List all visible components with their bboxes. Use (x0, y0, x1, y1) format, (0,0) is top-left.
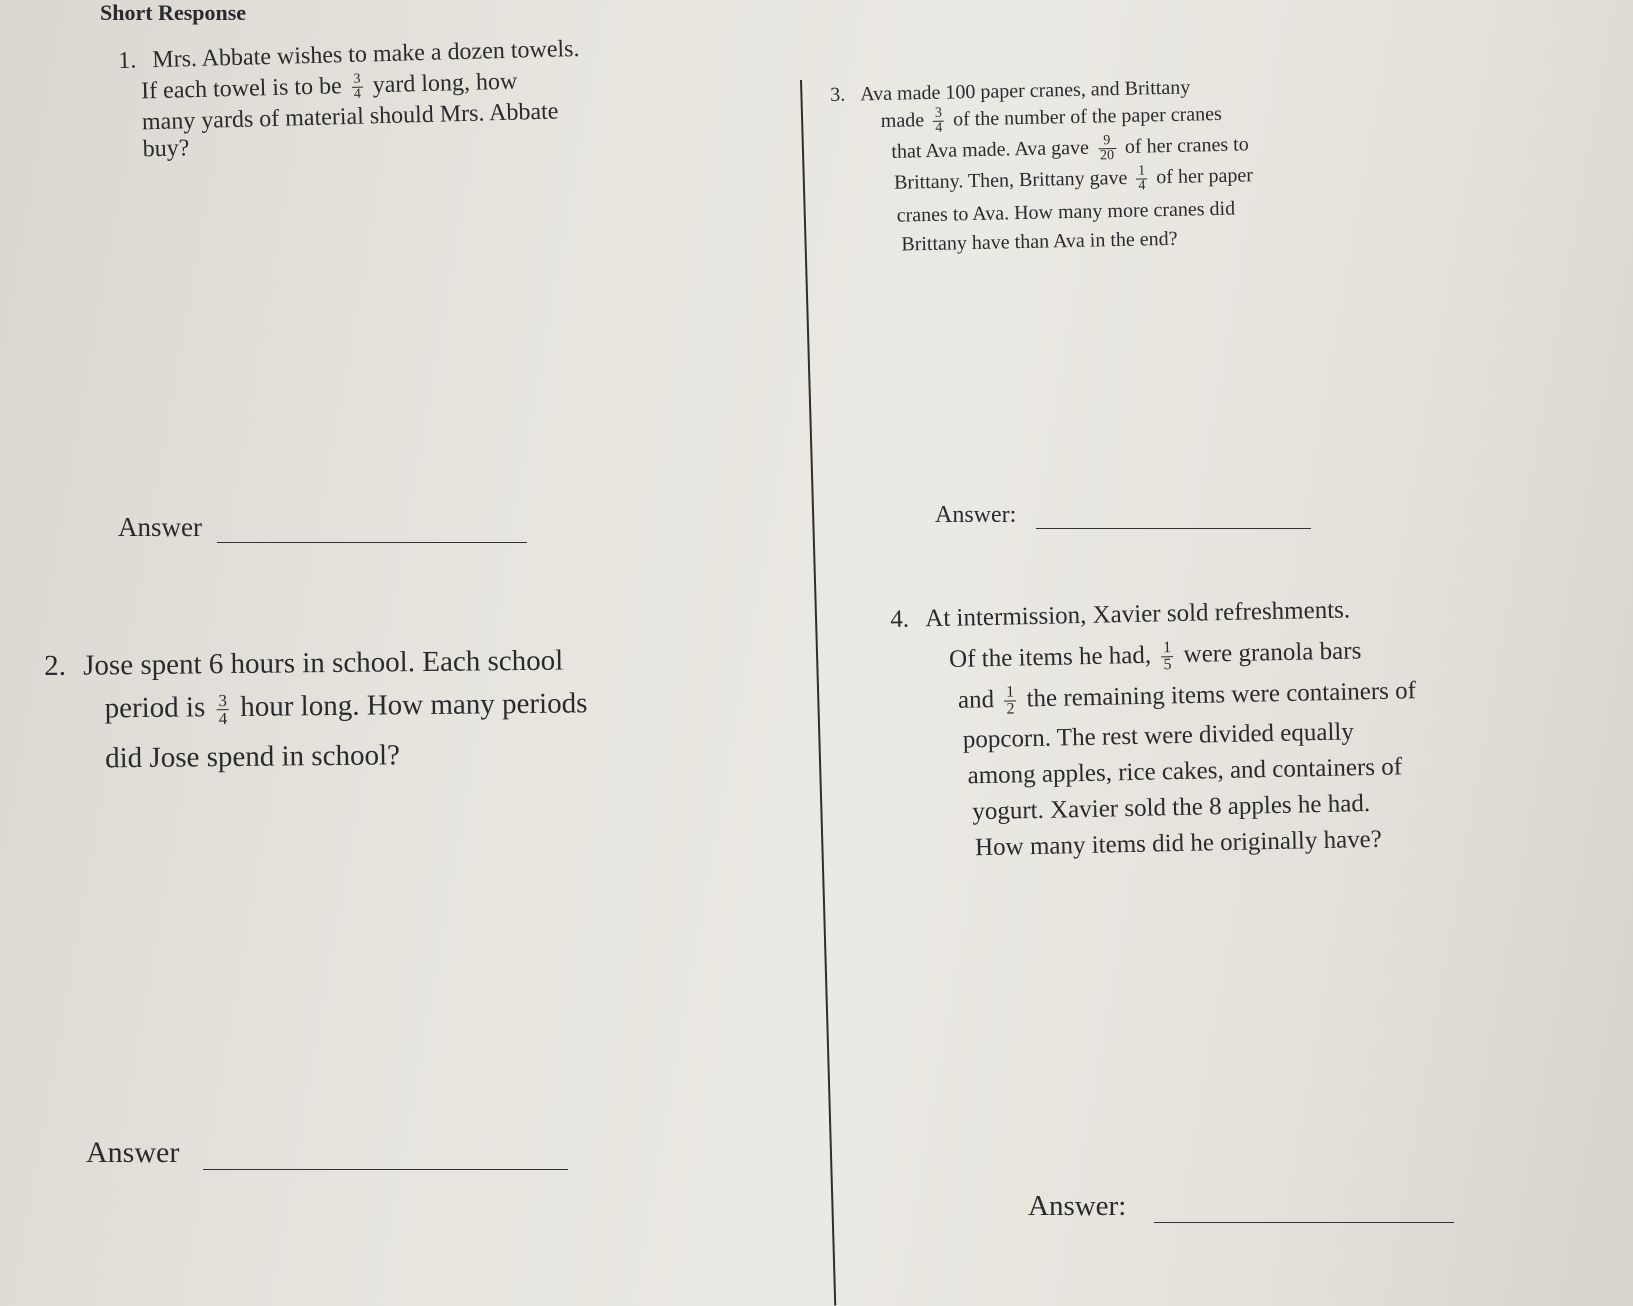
question-line: Jose spent 6 hours in school. Each school (82, 644, 564, 682)
question-line: did Jose spend in school? (104, 739, 401, 775)
question-line: of the number of the paper cranes (952, 102, 1223, 131)
question-line: among apples, rice cakes, and containers of (967, 753, 1403, 790)
question-line: period is (104, 691, 206, 725)
question-line: Of the items he had, (948, 641, 1152, 674)
question-line: yard long, how (372, 68, 518, 99)
fraction: $\frac{1}{2}$ (1006, 683, 1015, 718)
question-line: of her paper (1156, 164, 1254, 189)
answer-blank[interactable] (217, 518, 527, 543)
answer-line-4 (1028, 1190, 1454, 1223)
fraction: $\frac{3}{4}$ (934, 105, 943, 136)
answer-label: Answer: (935, 502, 1017, 528)
fraction: $\frac{9}{20}$ (1098, 134, 1117, 163)
question-line: buy? (142, 135, 190, 163)
question-line: the remaining items were containers of (1026, 677, 1417, 713)
question-number: 4. (890, 605, 910, 633)
question-3 (830, 75, 1254, 258)
fraction: $\frac{3}{4}$ (353, 71, 362, 102)
question-line: cranes to Ava. How many more cranes did (896, 197, 1236, 227)
question-1 (118, 36, 582, 164)
answer-blank[interactable] (1036, 508, 1311, 529)
question-4 (890, 595, 1419, 864)
answer-label: Answer (118, 512, 202, 542)
question-line: yogurt. Xavier sold the 8 apples he had. (972, 789, 1371, 826)
question-line: Mrs. Abbate wishes to make a dozen towels. (151, 35, 580, 74)
question-number: 2. (44, 649, 67, 682)
answer-line-2 (86, 1136, 568, 1170)
fraction: $\frac{1}{5}$ (1163, 639, 1172, 674)
answer-blank[interactable] (1154, 1198, 1454, 1223)
question-line: At intermission, Xavier sold refreshments. (924, 596, 1351, 633)
question-line: Brittany have than Ava in the end? (901, 227, 1178, 256)
fraction: $\frac{3}{4}$ (218, 690, 228, 729)
question-line: Ava made 100 paper cranes, and Brittany (859, 76, 1191, 106)
question-line: If each towel is to be (140, 73, 343, 105)
question-line: that Ava made. Ava gave (891, 136, 1090, 163)
question-line: Brittany. Then, Brittany gave (893, 166, 1128, 194)
answer-blank[interactable] (203, 1143, 568, 1170)
column-divider (800, 80, 836, 1306)
question-line: hour long. How many periods (240, 687, 588, 723)
section-header: Short Response (100, 0, 247, 25)
question-number: 3. (830, 83, 846, 106)
answer-label: Answer (86, 1136, 180, 1169)
question-line: of her cranes to (1124, 133, 1249, 158)
answer-label: Answer: (1028, 1190, 1127, 1222)
question-line: popcorn. The rest were divided equally (962, 718, 1355, 754)
question-line: made (880, 109, 925, 133)
question-line: many yards of material should Mrs. Abbate (141, 98, 559, 136)
question-number: 1. (118, 47, 137, 74)
question-line: and (957, 686, 995, 714)
answer-line-1 (118, 512, 527, 543)
answer-line-3 (935, 502, 1311, 529)
question-line: were granola bars (1183, 637, 1362, 669)
fraction: $\frac{1}{4}$ (1138, 163, 1146, 194)
question-2 (44, 644, 588, 776)
question-line: How many items did he originally have? (974, 825, 1383, 862)
